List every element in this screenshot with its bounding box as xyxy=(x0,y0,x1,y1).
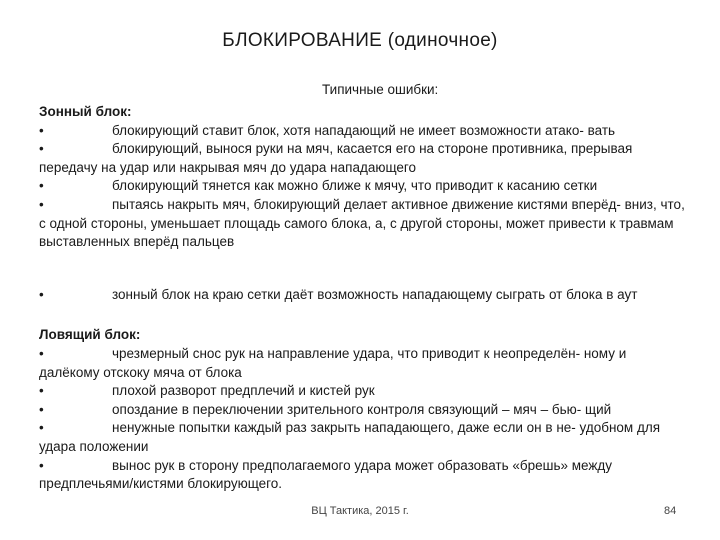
section-title-zone-block: Зонный блок: xyxy=(39,104,132,119)
list-item xyxy=(39,140,689,177)
bullet-icon: • xyxy=(39,383,44,399)
bullet-icon: • xyxy=(39,196,44,212)
bullet-icon: • xyxy=(39,122,44,138)
list-item-text: плохой разворот предплечий и кистей рук xyxy=(112,383,375,399)
list-item-text: ненужные попытки каждый раз закрыть нападающего, даже если он в не- удобном для удара положении xyxy=(39,420,661,454)
list-item xyxy=(39,401,689,420)
bullet-icon: • xyxy=(39,178,44,194)
slide-subtitle: Типичные ошибки: xyxy=(322,82,439,97)
bullet-icon: • xyxy=(39,141,44,157)
list-item xyxy=(39,345,689,382)
list-item-text: опоздание в переключении зрительного контроля связующий – мяч – бью- щий xyxy=(112,401,612,417)
bullet-icon: • xyxy=(39,345,44,361)
bullet-icon: • xyxy=(39,286,44,302)
list-item xyxy=(39,122,689,141)
list-item-text: пытаясь накрыть мяч, блокирующий делает активное движение кистями вперёд- вниз, что, с одной стороны, уменьшает площадь самого блока, а, с другой стороны, может привести к травмам выставленных вперёд пальцев xyxy=(39,196,685,250)
list-item xyxy=(39,177,689,196)
list-item-text: блокирующий ставит блок, хотя нападающий не имеет возможности атако- вать xyxy=(112,122,616,138)
bullet-icon: • xyxy=(39,401,44,417)
list-item xyxy=(39,196,689,252)
list-item xyxy=(39,457,689,494)
bullet-icon: • xyxy=(39,457,44,473)
page-number: 84 xyxy=(664,505,677,517)
section-title-catch-block: Ловящий блок: xyxy=(39,327,141,343)
slide-title: БЛОКИРОВАНИЕ (одиночное) xyxy=(222,30,498,51)
list-item xyxy=(39,286,689,305)
bullet-icon: • xyxy=(39,420,44,436)
list-item-text: зонный блок на краю сетки даёт возможность нападающему сыграть от блока в аут xyxy=(112,286,638,302)
list-item-text: блокирующий тянется как можно ближе к мячу, что приводит к касанию сетки xyxy=(112,178,598,194)
list-item xyxy=(39,382,689,401)
list-item xyxy=(39,419,689,456)
footer-text: ВЦ Тактика, 2015 г. xyxy=(311,505,409,517)
slide-content xyxy=(39,103,689,494)
list-item-text: чрезмерный снос рук на направление удара, что приводит к неопределён- ному и далёкому отскоку мяча от блока xyxy=(39,345,627,380)
list-item-text: блокирующий, вынося руки на мяч, касается его на стороне противника, прерывая передачу на удар или накрывая мяч до удара нападающего xyxy=(39,141,633,175)
list-item-text: вынос рук в сторону предполагаемого удара может образовать «брешь» между предплечьями/кистями блокирующего. xyxy=(39,457,613,492)
